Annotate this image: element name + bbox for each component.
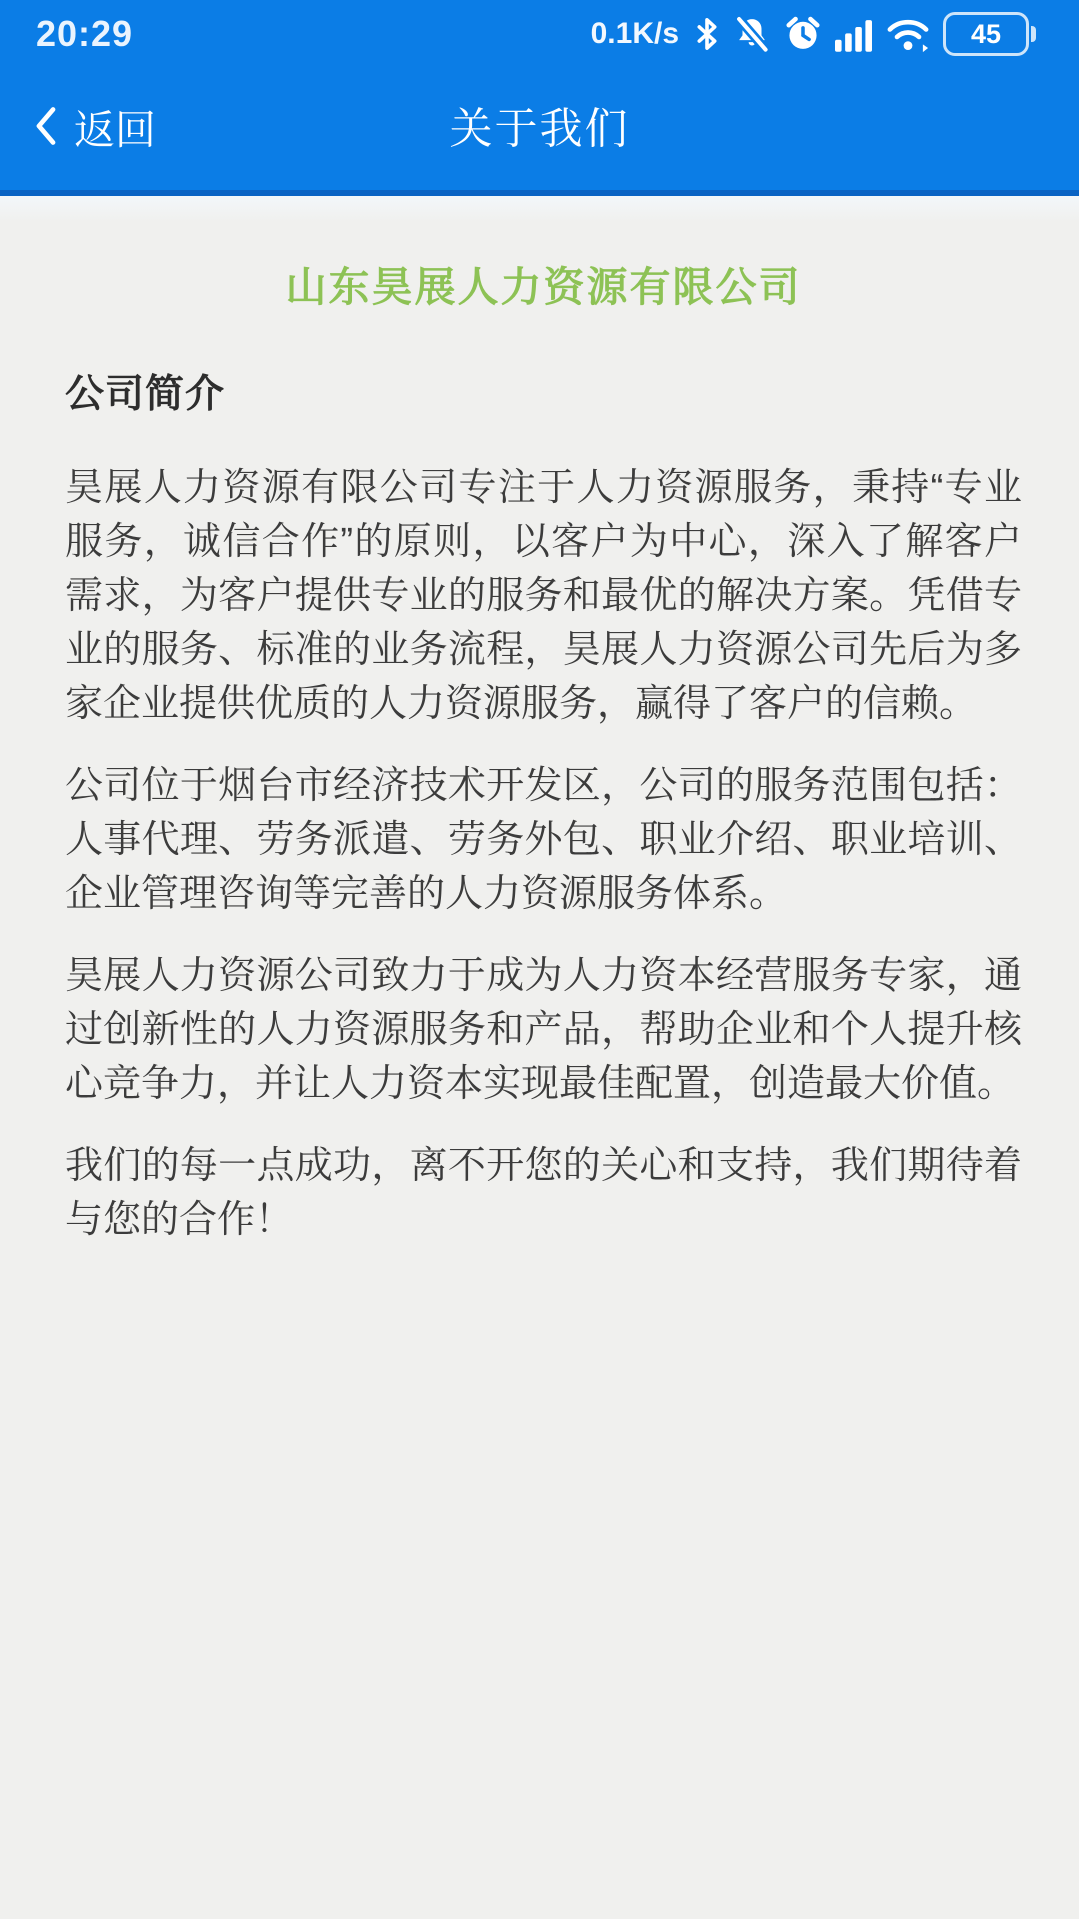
nav-bar (0, 62, 1079, 190)
about-paragraph: 公司位于烟台市经济技术开发区，公司的服务范围包括：人事代理、劳务派遣、劳务外包、职业介绍、职业培训、企业管理咨询等完善的人力资源服务体系。 (65, 765, 1022, 915)
chevron-left-icon (34, 106, 58, 146)
wifi-icon (886, 15, 930, 53)
about-paragraph: 昊展人力资源公司致力于成为人力资本经营服务专家，通过创新性的人力资源服务和产品，帮助企业和个人提升核心竞争力，并让人力资本实现最佳配置，创造最大价值。 (65, 955, 1022, 1105)
mute-bell-icon (733, 15, 771, 53)
about-content (0, 196, 1079, 1247)
bluetooth-icon (694, 16, 720, 52)
back-button-label: 返回 (74, 106, 156, 153)
app-header (0, 0, 1079, 196)
back-button[interactable] (0, 97, 156, 156)
section-heading: 公司简介 (65, 373, 226, 416)
battery-icon (943, 12, 1029, 56)
status-icons (591, 12, 1037, 56)
network-speed-label: 0.1K/s (590, 17, 679, 50)
cellular-signal-icon (835, 16, 873, 52)
about-paragraph: 昊展人力资源有限公司专注于人力资源服务，秉持“专业服务，诚信合作”的原则，以客户为中心，深入了解客户需求，为客户提供专业的服务和最优的解决方案。凭借专业的服务、标准的业务流程，昊展人力资源公司先后为多家企业提供优质的人力资源服务，赢得了客户的信赖。 (65, 467, 1022, 725)
page-title: 关于我们 (449, 105, 630, 154)
battery-level: 45 (970, 18, 1002, 49)
company-name-title: 山东昊展人力资源有限公司 (285, 264, 802, 310)
about-paragraph: 我们的每一点成功，离不开您的关心和支持，我们期待着与您的合作！ (65, 1145, 1022, 1241)
status-bar (0, 0, 1079, 62)
alarm-clock-icon (784, 15, 822, 53)
status-time: 20:29 (36, 13, 134, 54)
